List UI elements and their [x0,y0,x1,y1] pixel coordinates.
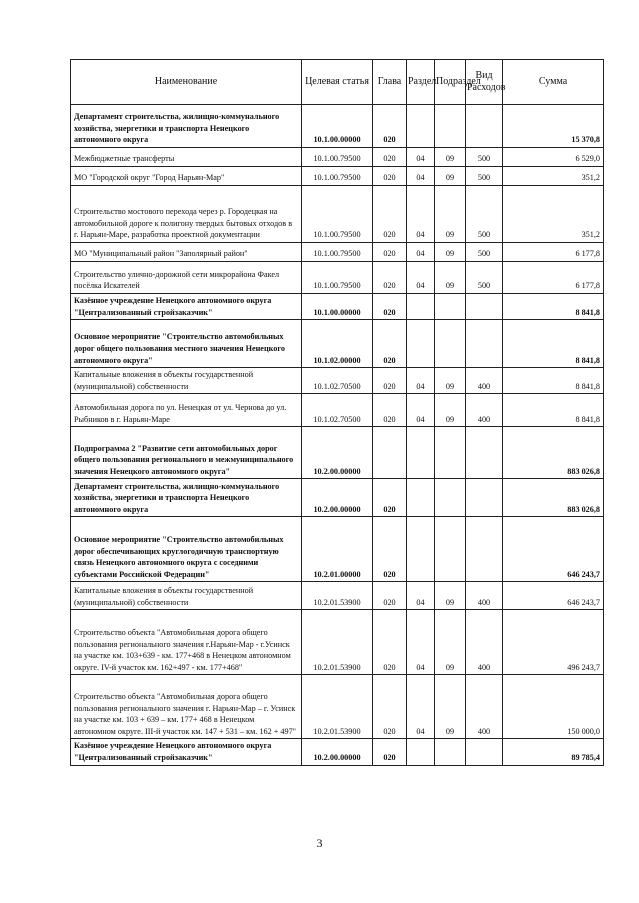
cell-expense-type [466,427,503,479]
table-row [71,675,604,739]
table-row [71,582,604,610]
cell-subsection [435,739,466,765]
cell-section [407,105,435,148]
cell-expense-type [466,105,503,148]
cell-subsection: 09 [435,675,466,739]
cell-target: 10.1.02.70500 [302,394,373,427]
table-row [71,320,604,368]
table-row [71,610,604,675]
cell-chapter: 020 [373,243,407,262]
table-row [71,167,604,186]
cell-name: Основное мероприятие "Строительство автомобильных дорог обеспечивающих круглогодичную транспортную связь Ненецкого автономного округа с соседними субъектами Российской Федерации" [71,517,302,582]
cell-chapter: 020 [373,320,407,368]
cell-expense-type [466,739,503,765]
cell-expense-type: 500 [466,148,503,167]
cell-chapter: 020 [373,148,407,167]
cell-expense-type: 500 [466,243,503,262]
cell-sum: 15 370,8 [503,105,604,148]
cell-chapter [373,427,407,479]
table-row [71,105,604,148]
table-row [71,479,604,517]
cell-target: 10.1.02.00000 [302,320,373,368]
cell-sum: 6 177,8 [503,243,604,262]
table-row [71,243,604,262]
cell-chapter: 020 [373,582,407,610]
cell-subsection: 09 [435,186,466,243]
cell-target: 10.1.02.70500 [302,368,373,394]
cell-section: 04 [407,582,435,610]
cell-subsection [435,479,466,517]
cell-chapter: 020 [373,479,407,517]
table-row [71,262,604,294]
cell-subsection: 09 [435,394,466,427]
cell-target: 10.1.00.79500 [302,243,373,262]
cell-section: 04 [407,368,435,394]
cell-section [407,479,435,517]
cell-chapter: 020 [373,368,407,394]
table-row [71,148,604,167]
header-row [71,60,604,105]
cell-subsection: 09 [435,243,466,262]
cell-name: МО "Муниципальный район "Заполярный район" [71,243,302,262]
cell-sum: 6 529,0 [503,148,604,167]
cell-target: 10.2.01.53900 [302,582,373,610]
cell-sum: 8 841,8 [503,368,604,394]
table-row [71,517,604,582]
cell-name: Капитальные вложения в объекты государственной (муниципальной) собственности [71,582,302,610]
cell-sum: 646 243,7 [503,517,604,582]
cell-expense-type: 400 [466,394,503,427]
cell-name: Департамент строительства, жилищно-коммунального хозяйства, энергетики и транспорта Ненецкого автономного округа [71,479,302,517]
table-row [71,739,604,765]
cell-sum: 496 243,7 [503,610,604,675]
cell-name: Строительство мостового перехода через р. Городецкая на автомобильной дороге к полигону твердых бытовых отходов в г. Нарьян-Маре, разработка проектной документации [71,186,302,243]
cell-subsection: 09 [435,167,466,186]
cell-sum: 8 841,8 [503,394,604,427]
cell-section [407,427,435,479]
cell-subsection [435,427,466,479]
cell-section [407,320,435,368]
header-section: Раздел [407,60,435,105]
cell-name: Основное мероприятие "Строительство автомобильных дорог общего пользования местного значения Ненецкого автономного округа" [71,320,302,368]
cell-expense-type: 500 [466,262,503,294]
cell-name: Межбюджетные трансферты [71,148,302,167]
cell-name: Казённое учреждение Ненецкого автономного округа "Централизованный стройзаказчик" [71,294,302,320]
cell-target: 10.1.00.00000 [302,105,373,148]
cell-section: 04 [407,148,435,167]
cell-section [407,739,435,765]
table-row [71,186,604,243]
table-row [71,294,604,320]
cell-expense-type: 400 [466,582,503,610]
cell-target: 10.2.01.00000 [302,517,373,582]
cell-chapter: 020 [373,186,407,243]
cell-name: Автомобильная дорога по ул. Ненецкая от ул. Чернова до ул. Рыбников в г. Нарьян-Маре [71,394,302,427]
cell-expense-type [466,320,503,368]
cell-section [407,517,435,582]
cell-chapter: 020 [373,675,407,739]
header-chapter: Глава [373,60,407,105]
cell-subsection [435,517,466,582]
table-body [71,105,604,766]
cell-sum: 646 243,7 [503,582,604,610]
page-number: 3 [316,836,323,850]
cell-name: Подпрограмма 2 "Развитие сети автомобильных дорог общего пользования регионального и межмуниципального значения Ненецкого автономного округа" [71,427,302,479]
cell-sum: 351,2 [503,167,604,186]
cell-chapter: 020 [373,739,407,765]
cell-chapter: 020 [373,167,407,186]
cell-subsection [435,294,466,320]
cell-subsection [435,105,466,148]
cell-chapter: 020 [373,394,407,427]
cell-chapter: 020 [373,294,407,320]
cell-section [407,294,435,320]
cell-target: 10.2.00.00000 [302,427,373,479]
cell-expense-type: 400 [466,610,503,675]
cell-target: 10.1.00.79500 [302,148,373,167]
cell-target: 10.1.00.00000 [302,294,373,320]
cell-name: Строительство объекта "Автомобильная дорога общего пользования регионального значения г. Нарьян-Мар – г. Усинск на участке км. 103 + 639 – км. 177+ 468 в Ненецком автономном округе. III-й участок км. 147 + 531 – км. 162 + 497" [71,675,302,739]
cell-expense-type [466,294,503,320]
header-expense-type: Вид Расходов [466,60,503,105]
table-row [71,368,604,394]
cell-sum: 351,2 [503,186,604,243]
header-sum: Сумма [503,60,604,105]
cell-section: 04 [407,675,435,739]
cell-sum: 883 026,8 [503,479,604,517]
cell-target: 10.1.00.79500 [302,186,373,243]
cell-sum: 89 785,4 [503,739,604,765]
cell-section: 04 [407,262,435,294]
cell-sum: 6 177,8 [503,262,604,294]
cell-section: 04 [407,167,435,186]
cell-expense-type: 400 [466,675,503,739]
cell-section: 04 [407,186,435,243]
cell-subsection: 09 [435,368,466,394]
cell-target: 10.2.01.53900 [302,675,373,739]
cell-expense-type: 400 [466,368,503,394]
cell-chapter: 020 [373,262,407,294]
cell-sum: 8 841,8 [503,320,604,368]
cell-chapter: 020 [373,517,407,582]
cell-target: 10.1.00.79500 [302,262,373,294]
cell-target: 10.1.00.79500 [302,167,373,186]
cell-subsection: 09 [435,148,466,167]
cell-subsection: 09 [435,582,466,610]
cell-expense-type [466,517,503,582]
cell-subsection: 09 [435,610,466,675]
cell-chapter: 020 [373,105,407,148]
table-row [71,394,604,427]
cell-name: Строительство объекта "Автомобильная дорога общего пользования регионального значения г.Нарьян-Мар - г.Усинск на участке км. 103+639 - км. 177+468 в Ненецком автономном округе. IV-й участок км. 162+497 - км. 177+468" [71,610,302,675]
cell-target: 10.2.01.53900 [302,610,373,675]
table-row [71,427,604,479]
header-target: Целевая статья [302,60,373,105]
cell-chapter: 020 [373,610,407,675]
cell-expense-type [466,479,503,517]
budget-table [70,59,604,766]
cell-subsection: 09 [435,262,466,294]
cell-expense-type: 500 [466,167,503,186]
cell-section: 04 [407,243,435,262]
cell-sum: 8 841,8 [503,294,604,320]
header-name: Наименование [71,60,302,105]
cell-name: Капитальные вложения в объекты государственной (муниципальной) собственности [71,368,302,394]
cell-name: Казённое учреждение Ненецкого автономного округа "Централизованный стройзаказчик" [71,739,302,765]
cell-target: 10.2.00.00000 [302,479,373,517]
cell-section: 04 [407,394,435,427]
cell-name: МО "Городской округ "Город Нарьян-Мар" [71,167,302,186]
cell-section: 04 [407,610,435,675]
cell-target: 10.2.00.00000 [302,739,373,765]
cell-expense-type: 500 [466,186,503,243]
cell-subsection [435,320,466,368]
cell-sum: 883 026,8 [503,427,604,479]
cell-name: Департамент строительства, жилищно-коммунального хозяйства, энергетики и транспорта Ненецкого автономного округа [71,105,302,148]
header-subsection: Подраздел [435,60,466,105]
cell-sum: 150 000,0 [503,675,604,739]
cell-name: Строительство улично-дорожной сети микрорайона Факел посёлка Искателей [71,262,302,294]
